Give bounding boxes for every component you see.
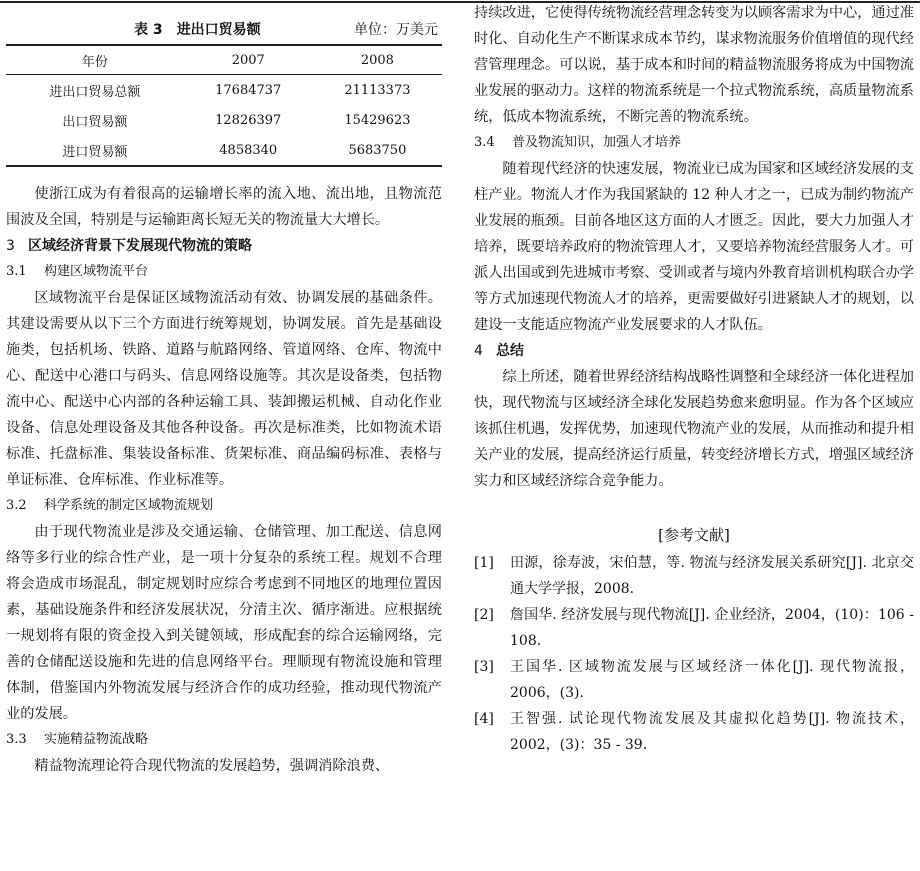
section-title: 实施精益物流战略 [44,732,149,747]
table-header-row [6,45,442,75]
row-label: 进出口贸易总额 [49,84,141,100]
section-3-3-heading [6,727,442,753]
section-number: 3.3 [6,732,27,747]
section-3-1-heading [6,259,442,285]
section-number: 3.4 [474,135,495,150]
cell-value: 4858340 [219,142,278,158]
section-3-2-heading [6,493,442,519]
row-label: 进口贸易额 [62,144,128,160]
row-label: 出口贸易额 [62,114,128,130]
section-title: 普及物流知识，加强人才培养 [512,135,682,150]
table-row [6,135,442,166]
trade-table [6,44,442,167]
reference-item [474,550,914,602]
paragraph-3-1: 区域物流平台是保证区域物流活动有效、协调发展的基础条件。其建设需要从以下三个方面进行统筹规划，协调发展。首先是基础设施类，包括机场、铁路、道路与航路网络、管道网络、仓库、物流中心、配送中心港口与码头、信息网络设施等。其次是设备类，包括物流中心、配送中心内部的各种运输工具、装卸搬运机械、自动化作业设备、信息处理设备及其他各种设备。再次是标准类，比如物流术语标准、托盘标准、集装设备标准、货架标准、商品编码标准、表格与单证标准、仓库标准、作业标准等。 [6,290,442,488]
right-column [474,0,914,758]
header-2008: 2008 [360,52,394,68]
header-2007: 2007 [231,52,265,68]
paragraph-3-4: 随着现代经济的快速发展，物流业已成为国家和区域经济发展的支柱产业。物流人才作为我国紧缺的 12 种人才之一，已成为制约物流产业发展的瓶颈。目前各地区这方面的人才匮乏。因此，要大力加强人才培养，既要培养政府的物流管理人才，又要培养物流经营服务人才。可派人出国或到先进城市考察、受训或者与境内外教育培训机构联合办学等方式加速现代物流人才的培养，更需要做好引进紧缺人才的规划，以建设一支能适应物流产业发展要求的人才队伍。 [474,161,914,333]
paragraph-continuation: 使浙江成为有着很高的运输增长率的流入地、流出地，且物流范围波及全国，特别是与运输距离长短无关的物流量大大增长。 [6,186,442,228]
section-number: 3.2 [6,498,27,513]
cell-value: 12826397 [215,112,282,128]
reference-item [474,654,914,706]
section-number: 4 [474,343,483,359]
references-title: [参考文献] [658,526,730,544]
reference-text: 王国华. 区域物流发展与区域经济一体化[J]. 现代物流报，2006，(3). [510,659,914,701]
left-column [6,16,442,779]
table-row [6,105,442,135]
paragraph-3-3-continuation: 持续改进，它使得传统物流经营理念转变为以顾客需求为中心，通过准时化、自动化生产不断谋求成本节约，谋求物流服务价值增值的现代经营管理理念。可以说，基于成本和时间的精益物流服务将成为中国物流业发展的驱动力。这样的物流系统是一个拉式物流系统，高质量物流系统，低成本物流系统，不断完善的物流系统。 [474,5,914,125]
header-year: 年份 [81,54,108,70]
table-row [6,75,442,106]
paragraph-3-2: 由于现代物流业是涉及交通运输、仓储管理、加工配送、信息网络等多行业的综合性产业，是一项十分复杂的系统工程。规划不合理将会造成市场混乱，制定规划时应综合考虑到不同地区的地理位置因素，基础设施条件和经济发展状况，分清主次、循序渐进。应根据统一规划将有限的资金投入到关键领域，形成配套的综合运输网络，完善的仓储配送设施和先进的信息网络平台。理顺现有物流设施和管理体制，借鉴国内外物流发展与经济合作的成功经验，推动现代物流产业的发展。 [6,524,442,722]
section-title: 区域经济背景下发展现代物流的策略 [28,238,252,254]
cell-value: 21113373 [344,82,411,98]
section-number: 3 [6,238,15,254]
reference-index: [1] [474,555,494,571]
paragraph-3-3: 精益物流理论符合现代物流的发展趋势，强调消除浪费、 [34,758,390,774]
section-4-heading [474,338,914,364]
table-caption [6,16,442,44]
reference-text: 詹国华. 经济发展与现代物流[J]. 企业经济，2004，(10)：106 - 108. [510,607,914,649]
reference-text: 王智强. 试论现代物流发展及其虚拟化趋势[J]. 物流技术，2002，(3)：35 - 39. [510,711,914,753]
reference-index: [4] [474,711,494,727]
table-unit: 单位：万美元 [354,22,438,38]
table-title: 表 3 进出口贸易额 [134,22,261,38]
section-title: 总结 [496,343,524,359]
section-3-4-heading [474,130,914,156]
reference-index: [2] [474,607,494,623]
reference-item [474,706,914,758]
cell-value: 15429623 [344,112,411,128]
cell-value: 17684737 [215,82,282,98]
section-3-heading [6,233,442,259]
cell-value: 5683750 [348,142,407,158]
section-number: 3.1 [6,264,27,279]
reference-text: 田源，徐寿波，宋伯慧，等. 物流与经济发展关系研究[J]. 北京交通大学学报，2008. [510,555,914,597]
reference-index: [3] [474,659,494,675]
reference-item [474,602,914,654]
section-title: 科学系统的制定区域物流规划 [44,498,214,513]
section-title: 构建区域物流平台 [44,264,149,279]
paragraph-4: 综上所述，随着世界经济结构战略性调整和全球经济一体化进程加快，现代物流与区域经济全球化发展趋势愈来愈明显。作为各个区域应该抓住机遇，发挥优势，加速现代物流产业的发展，从而推动和提升相关产业的发展，提高经济运行质量，转变经济增长方式，增强区域经济实力和区域经济综合竞争能力。 [474,369,914,489]
